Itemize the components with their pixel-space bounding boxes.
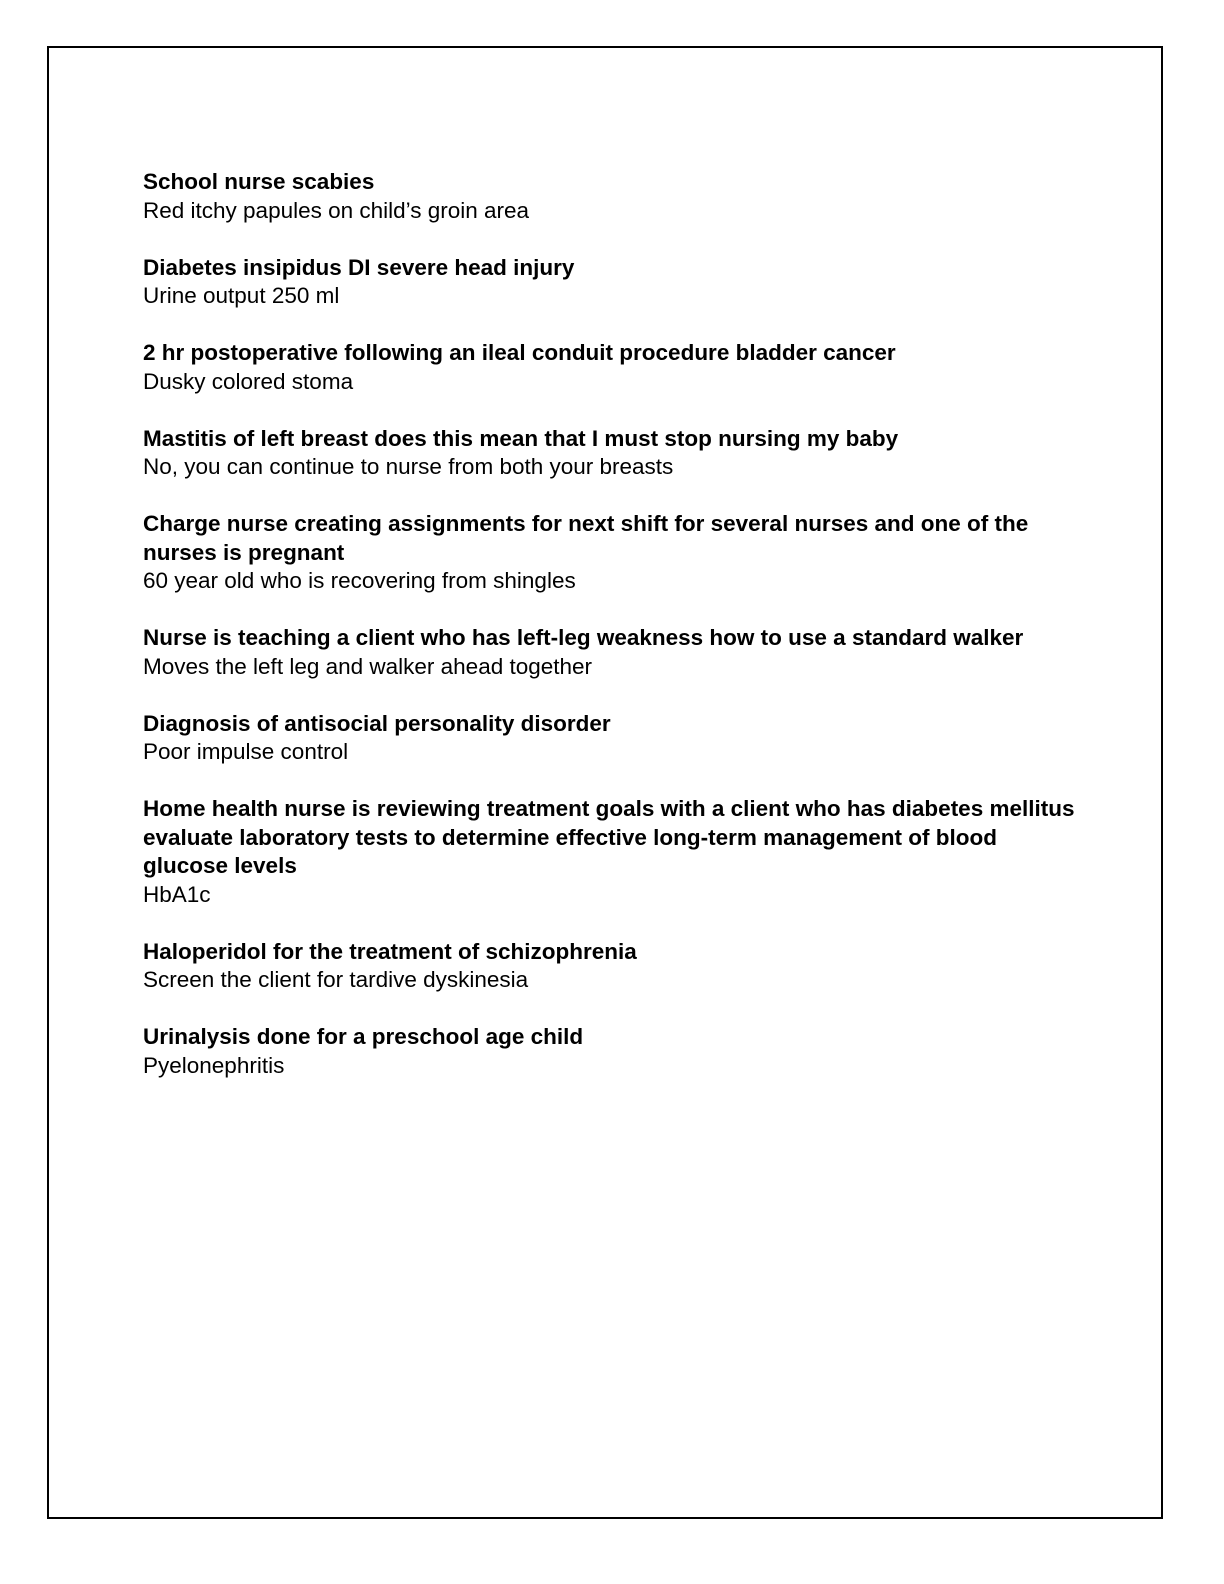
- flashcard-question: Diabetes insipidus DI severe head injury: [143, 254, 575, 280]
- flashcard-entry: [143, 339, 1078, 396]
- flashcard-entry: [143, 425, 1078, 482]
- flashcard-answer: Moves the left leg and walker ahead together: [143, 653, 593, 679]
- flashcard-question: School nurse scabies: [143, 169, 375, 194]
- flashcard-answer: Dusky colored stoma: [143, 368, 354, 394]
- flashcard-question: Home health nurse is reviewing treatment goals with a client who has diabetes mellitus evaluate laboratory tests to determine effective long-term management of blood glucose levels: [143, 796, 1075, 878]
- flashcard-answer: Urine output 250 ml: [143, 283, 340, 308]
- flashcard-answer: Red itchy papules on child’s groin area: [143, 197, 530, 223]
- flashcard-answer: No, you can continue to nurse from both your breasts: [143, 454, 674, 479]
- flashcard-list: [143, 168, 1078, 1109]
- flashcard-question: Urinalysis done for a preschool age child: [143, 1024, 584, 1049]
- flashcard-entry: [143, 1023, 1078, 1080]
- flashcard-entry: [143, 624, 1078, 681]
- flashcard-entry: [143, 510, 1078, 596]
- flashcard-answer: Screen the client for tardive dyskinesia: [143, 967, 529, 992]
- flashcard-answer: HbA1c: [143, 881, 211, 907]
- flashcard-entry: [143, 938, 1078, 995]
- flashcard-answer: 60 year old who is recovering from shingles: [143, 568, 576, 593]
- flashcard-entry: [143, 168, 1078, 225]
- flashcard-answer: Poor impulse control: [143, 739, 349, 764]
- flashcard-question: Haloperidol for the treatment of schizophrenia: [143, 938, 637, 964]
- flashcard-question: 2 hr postoperative following an ileal conduit procedure bladder cancer: [143, 340, 896, 365]
- flashcard-question: Charge nurse creating assignments for next shift for several nurses and one of the nurses is pregnant: [143, 511, 1029, 565]
- flashcard-entry: [143, 710, 1078, 767]
- flashcard-question: Diagnosis of antisocial personality disorder: [143, 710, 611, 736]
- flashcard-question: Mastitis of left breast does this mean that I must stop nursing my baby: [143, 425, 899, 451]
- flashcard-question: Nurse is teaching a client who has left-leg weakness how to use a standard walker: [143, 625, 1024, 650]
- flashcard-entry: [143, 795, 1078, 909]
- flashcard-answer: Pyelonephritis: [143, 1052, 285, 1078]
- flashcard-entry: [143, 254, 1078, 311]
